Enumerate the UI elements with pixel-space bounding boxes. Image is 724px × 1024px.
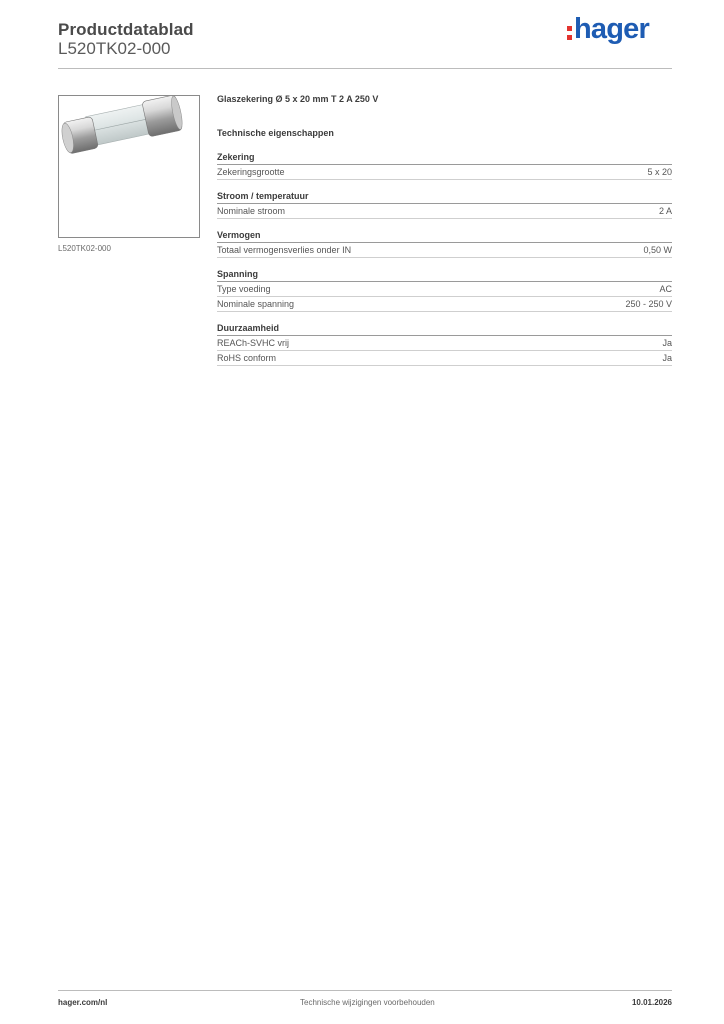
product-image xyxy=(58,95,200,238)
product-details xyxy=(217,92,672,366)
hager-logo[interactable] xyxy=(567,13,649,46)
spec-row xyxy=(217,243,672,258)
footer-date: 10.01.2026 xyxy=(631,998,672,1007)
logo-text: hager xyxy=(574,13,649,45)
spec-value: 250 - 250 V xyxy=(625,299,672,309)
product-reference: L520TK02-000 xyxy=(58,39,171,58)
spec-group-title: Stroom / temperatuur xyxy=(217,189,672,204)
spec-label: RoHS conform xyxy=(217,353,277,363)
spec-group-zekering xyxy=(217,150,672,180)
spec-value: 0,50 W xyxy=(643,245,672,255)
spec-value: 5 x 20 xyxy=(647,167,672,177)
spec-value: Ja xyxy=(662,353,672,363)
spec-row xyxy=(217,282,672,297)
spec-label: Zekeringsgrootte xyxy=(217,167,285,177)
product-image-caption: L520TK02-000 xyxy=(58,244,111,253)
spec-group-spanning xyxy=(217,267,672,312)
spec-label: Type voeding xyxy=(217,284,271,294)
footer-website-link[interactable]: hager.com/nl xyxy=(58,998,108,1007)
footer-divider xyxy=(58,990,672,991)
spec-row xyxy=(217,336,672,351)
spec-row xyxy=(217,351,672,366)
spec-value: AC xyxy=(659,284,672,294)
page-title: Productdatablad xyxy=(58,20,194,39)
specs-heading: Technische eigenschappen xyxy=(217,128,334,138)
spec-value: Ja xyxy=(662,338,672,348)
spec-label: REACh-SVHC vrij xyxy=(217,338,290,348)
glass-fuse-icon xyxy=(59,96,199,237)
spec-row xyxy=(217,297,672,312)
footer-disclaimer: Technische wijzigingen voorbehouden xyxy=(300,998,435,1007)
spec-group-title: Duurzaamheid xyxy=(217,321,672,336)
logo-dots-icon xyxy=(567,26,572,40)
spec-group-title: Spanning xyxy=(217,267,672,282)
spec-label: Nominale spanning xyxy=(217,299,295,309)
header-divider xyxy=(58,68,672,69)
spec-label: Nominale stroom xyxy=(217,206,286,216)
spec-row xyxy=(217,165,672,180)
spec-group-duurzaamheid xyxy=(217,321,672,366)
spec-group-vermogen xyxy=(217,228,672,258)
spec-group-title: Vermogen xyxy=(217,228,672,243)
spec-label: Totaal vermogensverlies onder IN xyxy=(217,245,352,255)
spec-group-title: Zekering xyxy=(217,150,672,165)
spec-value: 2 A xyxy=(658,206,672,216)
spec-row xyxy=(217,204,672,219)
spec-group-stroom xyxy=(217,189,672,219)
product-description: Glaszekering Ø 5 x 20 mm T 2 A 250 V xyxy=(217,94,379,104)
